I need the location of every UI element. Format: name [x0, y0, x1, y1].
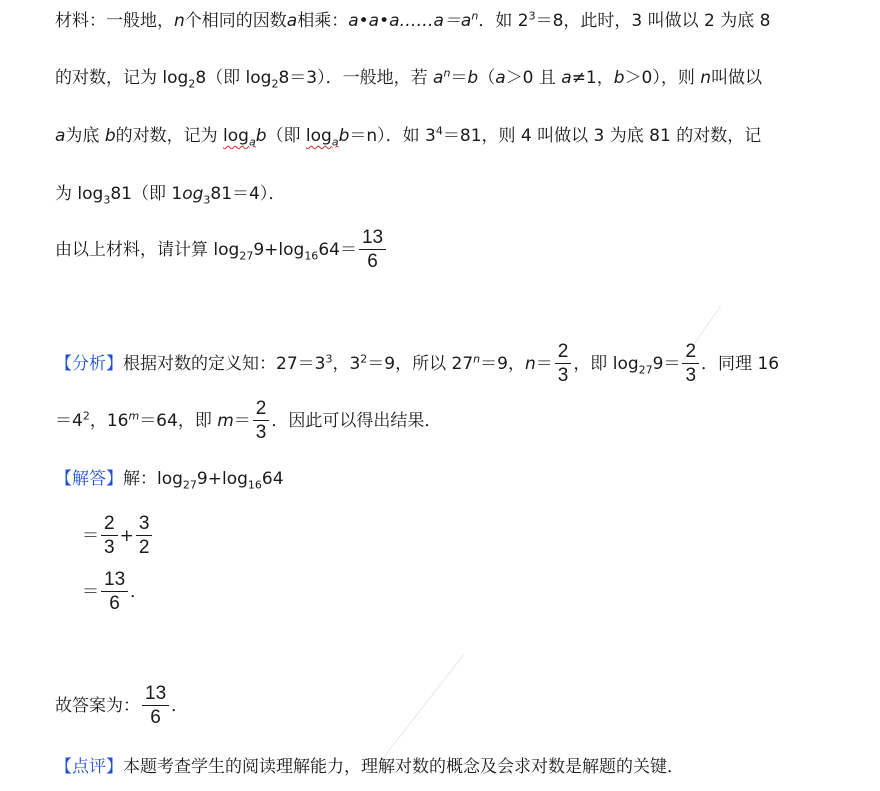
- answer-line: [55, 682, 188, 730]
- text: log: [305, 126, 332, 146]
- text: log: [223, 126, 249, 146]
- text: 叫做以: [711, 68, 763, 88]
- log-a-b-expression: [305, 126, 339, 149]
- var-a: a: [495, 68, 506, 88]
- var-n: n: [174, 11, 185, 31]
- subscript: 16: [304, 249, 319, 263]
- var-b: b: [338, 126, 350, 146]
- text: 相乘：: [297, 11, 349, 31]
- text: 9+log: [253, 240, 305, 260]
- material-line-4: [55, 183, 285, 205]
- superscript: n: [471, 9, 479, 23]
- solution-tag: 【解答】: [55, 469, 123, 489]
- text: 材料：一般地，: [55, 11, 174, 31]
- text: 8＝3）．一般地，若: [278, 68, 434, 88]
- text: 本题考查学生的阅读理解能力，理解对数的概念及会求对数是解题的关键．: [123, 757, 684, 777]
- text: og: [182, 184, 204, 204]
- text: ＝: [233, 411, 251, 431]
- text: 个相同的因数: [184, 11, 287, 31]
- fraction-numerator: 13: [101, 570, 128, 592]
- subscript: 27: [638, 363, 653, 377]
- text: 的对数，记为 log: [55, 68, 189, 88]
- analysis-line-2: [55, 397, 441, 445]
- subscript: a: [248, 135, 256, 149]
- text: 9+log: [196, 469, 248, 489]
- subscript: 3: [103, 193, 111, 207]
- fraction-numerator: 2: [555, 342, 572, 364]
- text: ＝81，则 4 叫做以 3 为底 81 的对数，记: [442, 126, 762, 146]
- superscript: 3: [528, 9, 536, 23]
- var-a: a: [286, 11, 298, 31]
- analysis-line-1: [55, 340, 779, 388]
- text: ．: [171, 696, 189, 716]
- text: ＝8，此时，3 叫做以 2 为底 8: [535, 11, 771, 31]
- fraction: [682, 342, 699, 386]
- text: 为底: [65, 126, 105, 146]
- text: 解：log: [123, 469, 183, 489]
- analysis-tag: 【分析】: [55, 354, 123, 374]
- decorative-line: [377, 655, 464, 766]
- text: 由以上材料，请计算 log: [55, 240, 240, 260]
- fraction-denominator: 3: [557, 365, 569, 386]
- fraction-denominator: 6: [109, 593, 120, 614]
- var-b: b: [467, 68, 479, 88]
- solution-line-3: [82, 568, 147, 616]
- comment-line: [55, 756, 684, 778]
- text: ＝64，即: [139, 411, 218, 431]
- fraction-denominator: 3: [255, 422, 267, 443]
- comment-tag: 【点评】: [55, 757, 123, 777]
- subscript: a: [331, 135, 339, 149]
- var-b: b: [613, 68, 625, 88]
- solution-line-1: [55, 468, 284, 490]
- text: ＝: [535, 354, 553, 374]
- fraction-numerator: 3: [136, 514, 153, 536]
- fraction: [142, 684, 169, 728]
- superscript: m: [128, 409, 140, 423]
- solution-line-2: [82, 512, 154, 560]
- superscript: n: [443, 66, 451, 80]
- fraction-numerator: 13: [359, 228, 386, 250]
- fraction: [101, 570, 128, 614]
- fraction-denominator: 6: [367, 251, 378, 272]
- text: ，3: [332, 354, 361, 374]
- material-line-1: [55, 10, 770, 32]
- text: ．同理 16: [701, 354, 780, 374]
- text: ＝n）．如 3: [349, 126, 436, 146]
- subscript: 3: [203, 193, 211, 207]
- text: 故答案为：: [55, 696, 140, 716]
- text: ＝9，所以 27: [367, 354, 474, 374]
- var-a: a: [55, 126, 66, 146]
- fraction: [555, 342, 572, 386]
- text: 9＝: [652, 354, 681, 374]
- superscript: 4: [435, 124, 443, 138]
- text: 64＝: [318, 240, 357, 260]
- text: ≠1，: [571, 68, 614, 88]
- fraction: [359, 228, 386, 272]
- fraction-numerator: 2: [101, 514, 118, 536]
- text: 8（即 log: [195, 68, 272, 88]
- text: ．如 2: [478, 11, 529, 31]
- text: ，即 log: [573, 354, 639, 374]
- log-a-b-expression: [223, 126, 256, 149]
- subscript: 2: [271, 77, 279, 91]
- text: ＞0），则: [624, 68, 701, 88]
- text: （: [478, 68, 496, 88]
- fraction-denominator: 3: [685, 365, 697, 386]
- subscript: 2: [188, 77, 196, 91]
- subscript: 27: [182, 478, 197, 492]
- fraction: [136, 514, 153, 558]
- fraction-numerator: 2: [682, 342, 699, 364]
- text: 为 log: [55, 184, 104, 204]
- text: +: [119, 526, 134, 546]
- fraction: [253, 399, 270, 443]
- text: ．: [130, 582, 148, 602]
- var-n: n: [524, 354, 536, 374]
- var-n: n: [700, 68, 712, 88]
- var-b: b: [255, 126, 267, 146]
- fraction: [101, 514, 118, 558]
- subscript: 16: [247, 478, 262, 492]
- material-line-3: [55, 125, 761, 147]
- text: ＞0 且: [505, 68, 562, 88]
- superscript: 3: [325, 352, 333, 366]
- fraction-denominator: 2: [138, 537, 150, 558]
- var-m: m: [217, 411, 234, 431]
- text: 64: [261, 469, 284, 489]
- text: 81＝4）．: [210, 184, 286, 204]
- fraction-numerator: 13: [142, 684, 169, 706]
- text: ＝4: [55, 411, 83, 431]
- question-line: [55, 226, 388, 274]
- material-line-2: [55, 67, 762, 89]
- superscript: 2: [360, 352, 368, 366]
- text: 81（即 1: [110, 184, 183, 204]
- fraction-denominator: 6: [150, 707, 161, 728]
- text: ＝: [450, 68, 468, 88]
- text: （即: [266, 126, 306, 146]
- var-a: a: [433, 68, 444, 88]
- var-a: a: [561, 68, 572, 88]
- product-expression: a•a•a……a＝a: [348, 11, 472, 31]
- subscript: 27: [239, 249, 254, 263]
- var-b: b: [104, 126, 116, 146]
- text: ．因此可以得出结果．: [271, 411, 442, 431]
- fraction-denominator: 3: [104, 537, 115, 558]
- text: ＝: [82, 526, 99, 546]
- superscript: n: [473, 352, 481, 366]
- text: ＝9，: [480, 354, 525, 374]
- fraction-numerator: 2: [253, 399, 270, 421]
- text: 根据对数的定义知：27＝3: [123, 354, 326, 374]
- text: 的对数，记为: [115, 126, 224, 146]
- text: ＝: [82, 582, 99, 602]
- text: ，16: [89, 411, 129, 431]
- superscript: 2: [82, 409, 90, 423]
